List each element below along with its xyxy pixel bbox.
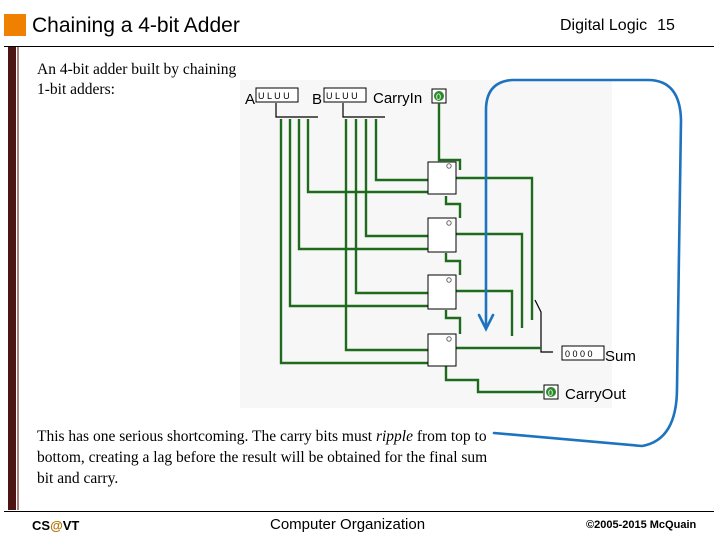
description-emphasis: ripple bbox=[375, 428, 413, 445]
input-b-value: U L U U bbox=[326, 91, 358, 101]
carry-in-label: CarryIn bbox=[373, 90, 423, 107]
sum-value: 0 0 0 0 bbox=[565, 349, 593, 359]
intro-text: An 4-bit adder built by chaining 1-bit adders: bbox=[37, 61, 237, 98]
description-text bbox=[37, 426, 507, 489]
sum-label: Sum bbox=[605, 348, 636, 365]
carry-out-label: CarryOut bbox=[565, 386, 626, 403]
full-adder-0 bbox=[428, 162, 456, 194]
circuit-canvas bbox=[240, 80, 612, 408]
input-a-value: U L U U bbox=[258, 91, 290, 101]
carry-out-value: 0 bbox=[548, 388, 554, 398]
full-adder-1 bbox=[428, 218, 456, 252]
input-a-label: A bbox=[245, 91, 256, 108]
slide-number: 15 bbox=[657, 17, 675, 34]
footer-institution-suffix: VT bbox=[62, 518, 80, 533]
course-topic: Digital Logic bbox=[560, 17, 648, 34]
carry-in-value: 0 bbox=[436, 92, 442, 102]
footer-institution-at: @ bbox=[50, 518, 63, 533]
footer-copyright: ©2005-2015 McQuain bbox=[586, 519, 697, 531]
full-adder-3 bbox=[428, 334, 456, 366]
input-b-label: B bbox=[312, 91, 323, 108]
footer-institution-prefix: CS bbox=[32, 518, 51, 533]
slide-title: Chaining a 4-bit Adder bbox=[32, 14, 240, 37]
footer-institution bbox=[32, 518, 79, 533]
description-part: This has one serious shortcoming. The carry bits must bbox=[37, 428, 376, 445]
footer-course: Computer Organization bbox=[270, 516, 426, 533]
full-adder-2 bbox=[428, 275, 456, 309]
description-part: from top to bottom, creating a lag before the result will be obtained for the final sum bit and carry. bbox=[37, 428, 488, 487]
